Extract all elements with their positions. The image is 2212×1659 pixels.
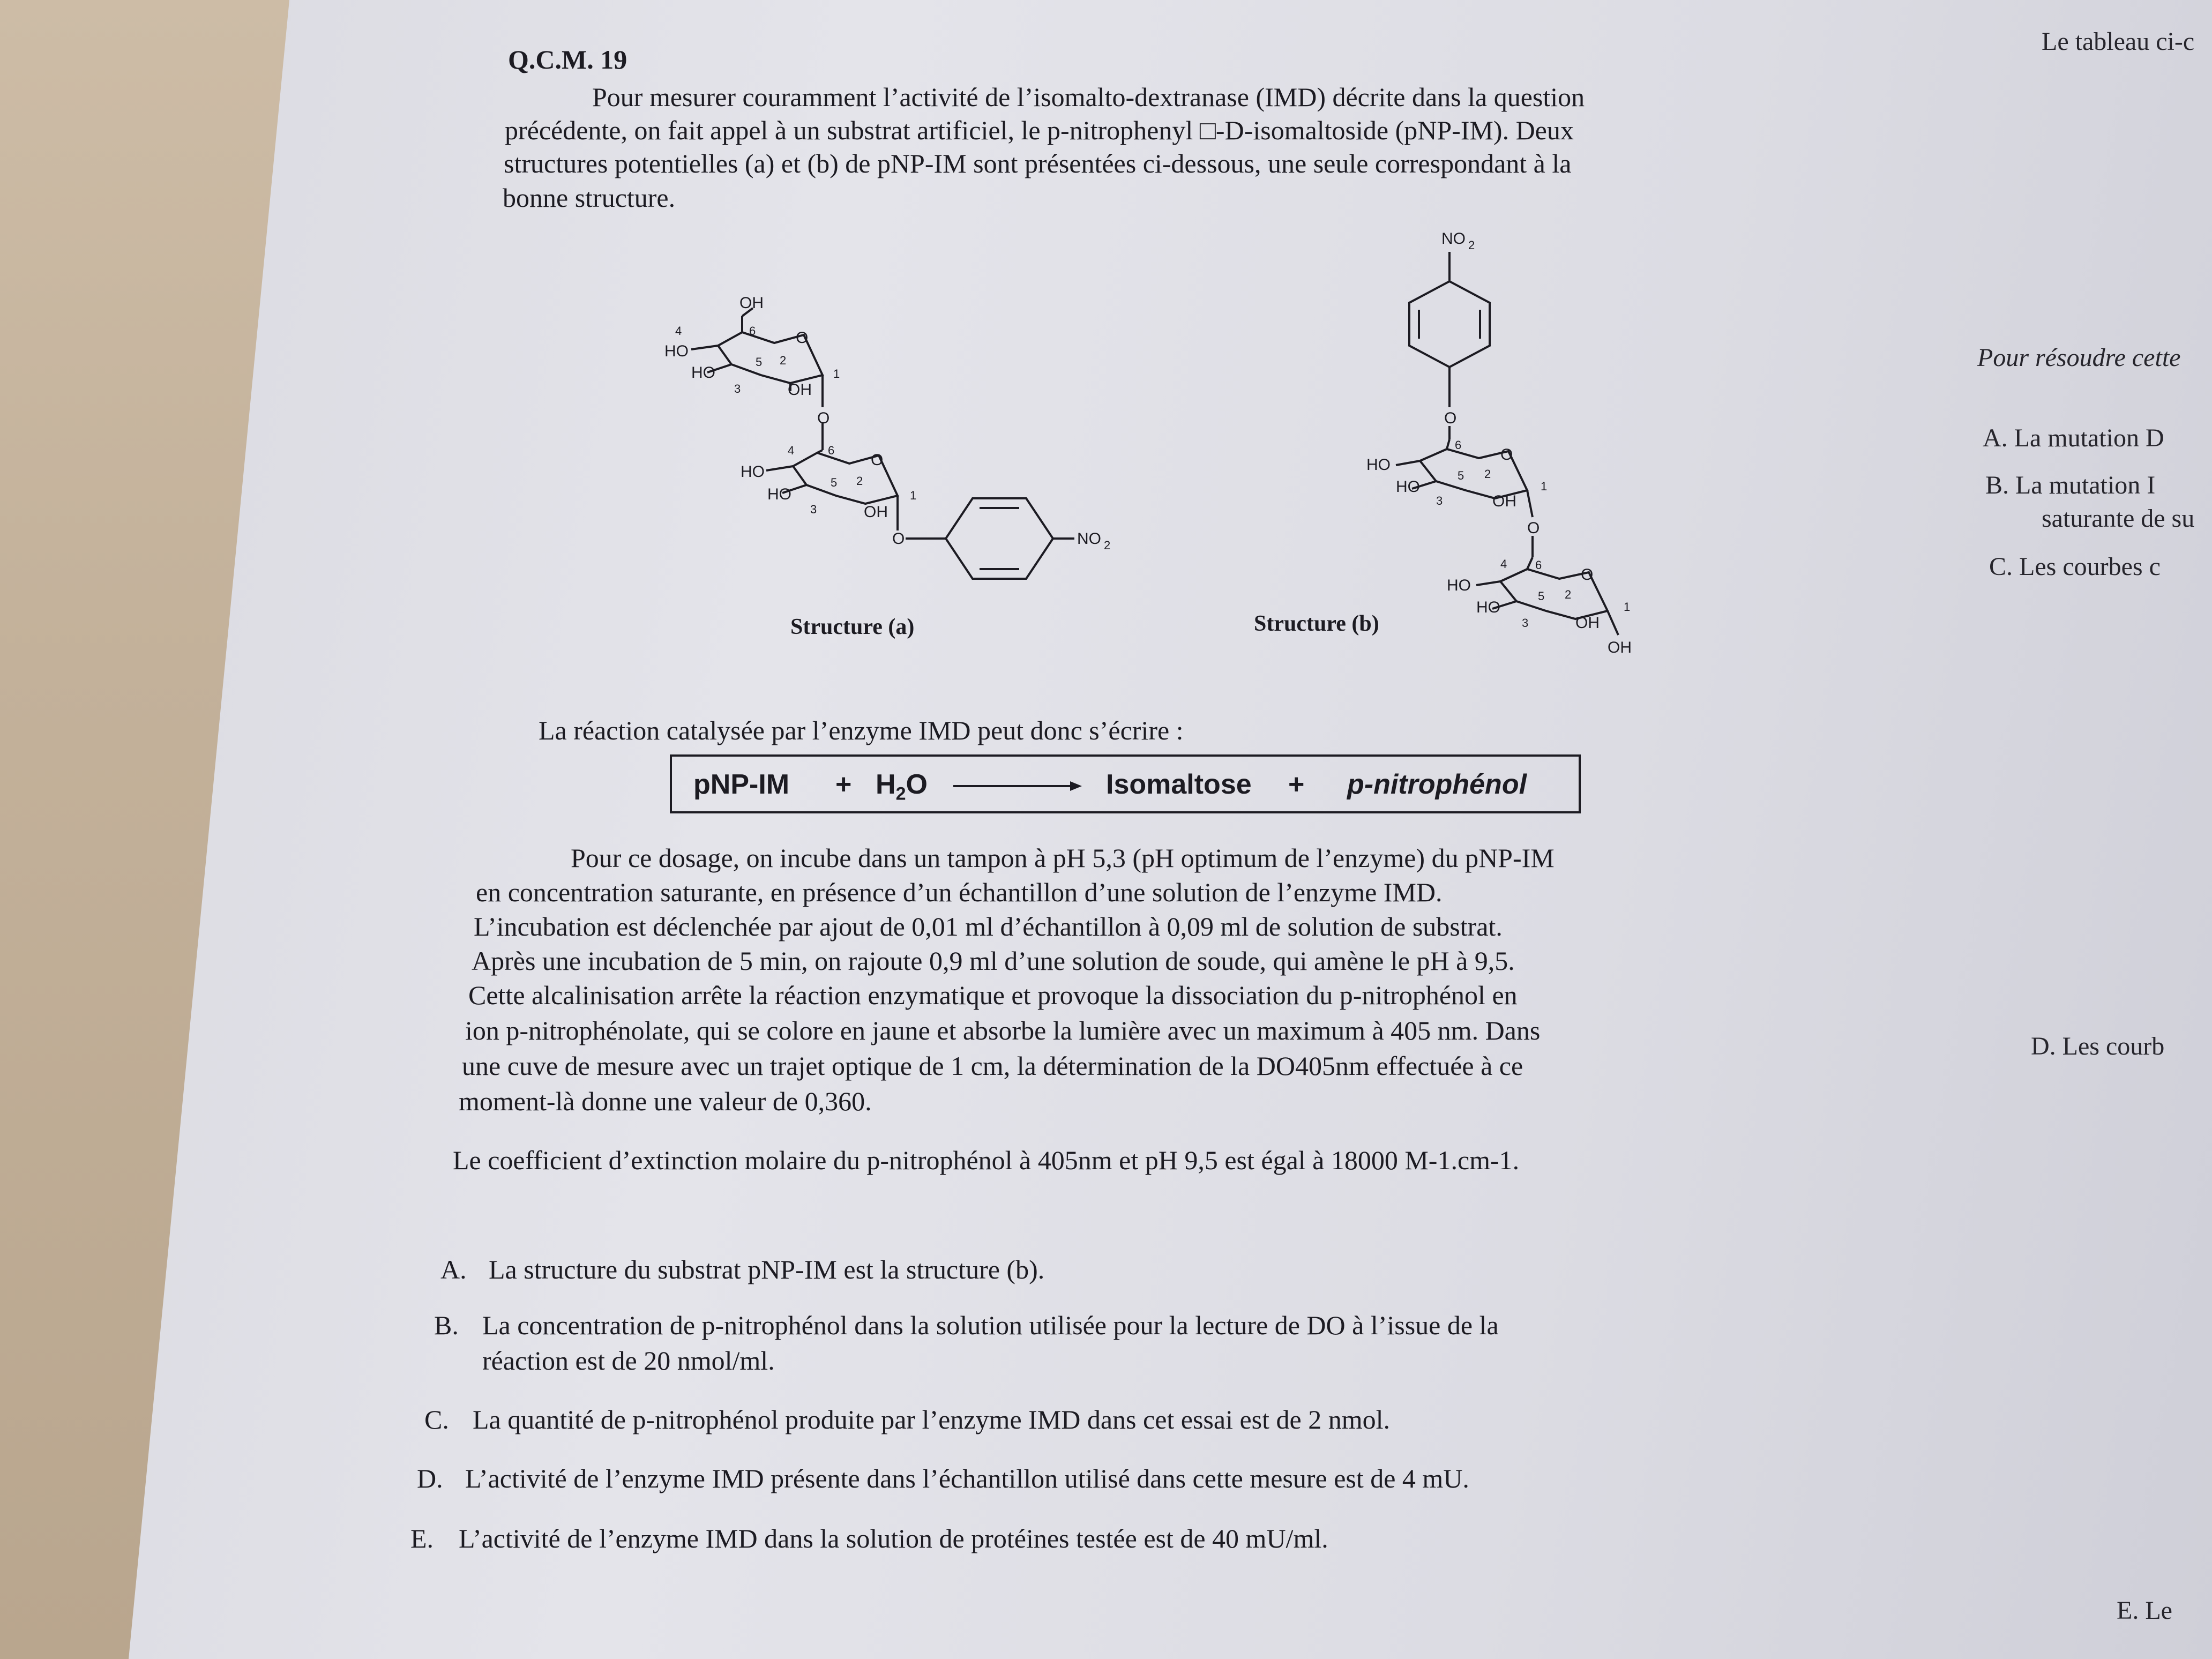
protocol-line-6: ion p-nitrophénolate, qui se colore en jaune et absorbe la lumière avec un maximum à 405 nm. Dans xyxy=(465,1015,1541,1045)
intro-line-3: structures potentielles (a) et (b) de pNP-IM sont présentées ci-dessous, une seule correspondant à la xyxy=(504,148,1572,178)
protocol-line-4: Après une incubation de 5 min, on rajoute 0,9 ml d’une solution de soude, qui amène le pH à 9,5. xyxy=(472,946,1515,976)
option-letter: B. xyxy=(434,1310,459,1340)
option-text: La structure du substrat pNP-IM est la structure (b). xyxy=(489,1254,1045,1284)
atom-ho: HO xyxy=(664,342,689,360)
carbon-5: 5 xyxy=(1458,469,1464,482)
option-letter: E. xyxy=(410,1523,434,1553)
option-e[interactable] xyxy=(410,1521,1328,1556)
atom-ho: HO xyxy=(1476,599,1500,616)
protocol-line-8: moment-là donne une valeur de 0,360. xyxy=(459,1086,872,1116)
atom-o: O xyxy=(1581,566,1594,584)
next-page-option-c: C. Les courbes c xyxy=(1989,552,2161,581)
water-subscript: 2 xyxy=(895,783,906,804)
intro-line-2: précédente, on fait appel à un substrat artificiel, le p-nitrophenyl □-D-isomaltoside (pNP-IM). Deux xyxy=(505,115,1574,145)
structure-b-label: Structure (b) xyxy=(1254,611,1379,636)
atom-oh: OH xyxy=(739,294,764,312)
atom-no2-subscript: 2 xyxy=(1468,238,1475,252)
option-text: La quantité de p-nitrophénol produite par l’enzyme IMD dans cet essai est de 2 nmol. xyxy=(473,1404,1390,1434)
structure-b-drawing xyxy=(1366,230,1632,656)
carbon-5: 5 xyxy=(831,476,838,489)
carbon-2: 2 xyxy=(780,354,787,367)
atom-oh: OH xyxy=(1608,639,1632,656)
atom-ho: HO xyxy=(741,463,765,481)
carbon-6: 6 xyxy=(828,444,835,457)
atom-o: O xyxy=(1527,519,1540,537)
option-d[interactable] xyxy=(417,1461,1469,1496)
reaction-plus: + xyxy=(1288,769,1305,800)
option-c[interactable] xyxy=(424,1402,1390,1437)
atom-no2: NO xyxy=(1077,530,1101,548)
carbon-2: 2 xyxy=(1565,588,1572,601)
intro-line-1: Pour mesurer couramment l’activité de l’isomalto-dextranase (IMD) décrite dans la question xyxy=(592,82,1585,112)
next-page-text: Le tableau ci-c xyxy=(2042,27,2195,56)
option-text: L’activité de l’enzyme IMD présente dans l’échantillon utilisé dans cette mesure est de 4 mU. xyxy=(465,1463,1469,1493)
option-text-continued: réaction est de 20 nmol/ml. xyxy=(482,1346,775,1376)
atom-oh: OH xyxy=(1575,614,1600,632)
structure-a-drawing xyxy=(664,294,1110,579)
intro-line-4: bonne structure. xyxy=(503,183,676,213)
question-title: Q.C.M. 19 xyxy=(508,44,627,74)
atom-oh: OH xyxy=(788,381,812,399)
reaction-product-2: p-nitrophénol xyxy=(1347,769,1527,800)
carbon-1: 1 xyxy=(833,367,840,380)
carbon-3: 3 xyxy=(1436,494,1443,507)
protocol-line-5: Cette alcalinisation arrête la réaction enzymatique et provoque la dissociation du p-nitrophénol en xyxy=(468,980,1518,1010)
reaction-intro: La réaction catalysée par l’enzyme IMD peut donc s’écrire : xyxy=(539,715,1184,745)
carbon-6: 6 xyxy=(1535,558,1542,572)
carbon-6: 6 xyxy=(749,324,756,338)
protocol-line-2: en concentration saturante, en présence d’un échantillon d’une solution de l’enzyme IMD. xyxy=(476,877,1443,907)
atom-ho: HO xyxy=(1366,456,1391,474)
carbon-3: 3 xyxy=(1522,616,1529,630)
reaction-equation-box xyxy=(670,754,1581,813)
atom-oh: OH xyxy=(1492,492,1516,510)
next-page-option-b: B. La mutation I xyxy=(1985,471,2156,499)
option-b[interactable] xyxy=(434,1307,1499,1378)
atom-o: O xyxy=(796,329,809,347)
atom-ho: HO xyxy=(1396,478,1420,496)
reaction-product-1: Isomaltose xyxy=(1106,769,1252,800)
protocol-line-3: L’incubation est déclenchée par ajout de 0,01 ml d’échantillon à 0,09 ml de solution de substrat. xyxy=(474,911,1503,941)
protocol-line-7: une cuve de mesure avec un trajet optique de 1 cm, la détermination de la DO405nm effectuée à ce xyxy=(462,1051,1523,1081)
protocol-line-1: Pour ce dosage, on incube dans un tampon à pH 5,3 (pH optimum de l’enzyme) du pNP-IM xyxy=(571,843,1555,873)
carbon-1: 1 xyxy=(1624,600,1631,614)
atom-ho: HO xyxy=(691,364,715,382)
reaction-reactant: pNP-IM xyxy=(693,769,790,800)
option-a[interactable] xyxy=(440,1252,1044,1287)
option-letter: A. xyxy=(440,1254,467,1284)
atom-o: O xyxy=(1444,409,1457,427)
atom-o: O xyxy=(892,530,905,548)
water-h: H xyxy=(876,769,896,800)
carbon-5: 5 xyxy=(756,355,763,369)
extinction-coefficient-line: Le coefficient d’extinction molaire du p-nitrophénol à 405nm et pH 9,5 est égal à 18000 M-1.cm-1. xyxy=(453,1145,1520,1175)
atom-ho: HO xyxy=(767,485,791,503)
structures-figure xyxy=(0,0,2212,697)
atom-ho: HO xyxy=(1447,577,1471,594)
atom-o: O xyxy=(871,451,884,469)
carbon-4: 4 xyxy=(1500,557,1507,571)
carbon-5: 5 xyxy=(1538,589,1545,603)
next-page-option-b-continued: saturante de su xyxy=(2042,504,2195,533)
reaction-plus: + xyxy=(835,769,852,800)
carbon-3: 3 xyxy=(810,503,817,516)
atom-o: O xyxy=(817,409,830,427)
carbon-2: 2 xyxy=(1484,467,1491,481)
water-o: O xyxy=(906,769,928,800)
atom-oh: OH xyxy=(864,503,888,521)
carbon-6: 6 xyxy=(1455,438,1462,452)
option-text: L’activité de l’enzyme IMD dans la solution de protéines testée est de 40 mU/ml. xyxy=(459,1523,1328,1553)
carbon-1: 1 xyxy=(910,489,917,502)
carbon-2: 2 xyxy=(856,474,863,488)
carbon-4: 4 xyxy=(788,444,795,457)
carbon-3: 3 xyxy=(734,382,741,395)
atom-o: O xyxy=(1500,446,1513,464)
option-text: La concentration de p-nitrophénol dans la solution utilisée pour la lecture de DO à l’issue de la xyxy=(482,1310,1499,1340)
reaction-arrow-icon xyxy=(953,778,1082,794)
atom-no2: NO xyxy=(1441,230,1466,248)
option-letter: C. xyxy=(424,1404,449,1434)
next-page-option-e: E. Le xyxy=(2117,1596,2172,1625)
carbon-1: 1 xyxy=(1541,480,1548,493)
next-page-option-d: D. Les courb xyxy=(2031,1032,2165,1060)
atom-no2-subscript: 2 xyxy=(1104,539,1111,552)
option-letter: D. xyxy=(417,1463,443,1493)
reaction-water xyxy=(876,768,928,804)
next-page-option-a: A. La mutation D xyxy=(1983,424,2164,452)
structure-a-label: Structure (a) xyxy=(790,615,915,639)
carbon-4: 4 xyxy=(675,324,682,338)
next-page-heading: Pour résoudre cette xyxy=(1977,343,2181,372)
